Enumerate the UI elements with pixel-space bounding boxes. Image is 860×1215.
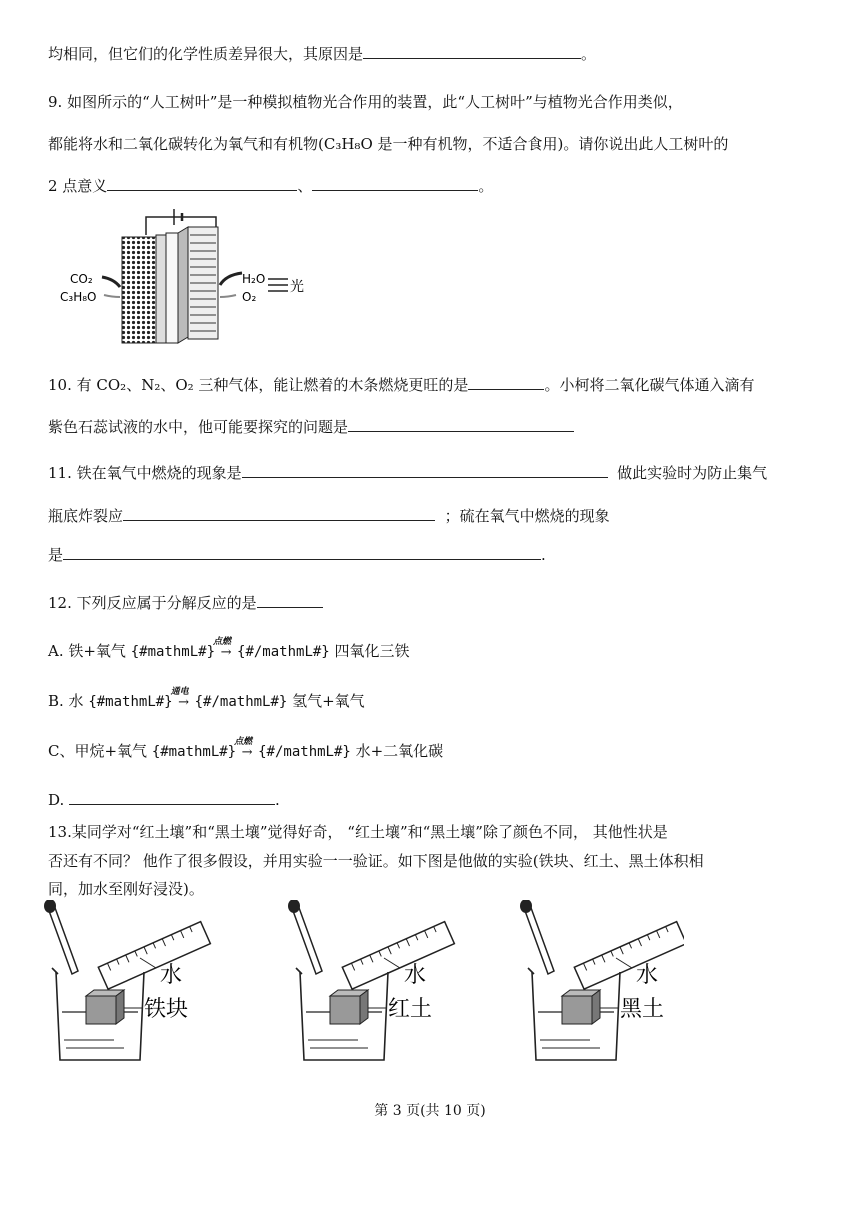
option-d-label: D. <box>48 791 70 809</box>
water-label: 水 <box>160 963 183 988</box>
q12-option-d[interactable] <box>48 790 280 810</box>
option-a-product: 四氧化三铁 <box>329 642 410 660</box>
q11-line1 <box>48 463 767 483</box>
q12-stem <box>48 593 323 613</box>
q9-answer-blank-2[interactable] <box>312 176 478 191</box>
q11-line3 <box>48 545 546 565</box>
q9-line3 <box>48 176 493 196</box>
q11-end: . <box>541 546 546 564</box>
condition-label: 点燃 <box>234 737 253 747</box>
page-footer: 第 3 页(共 10 页) <box>374 1103 486 1119</box>
q9-answer-blank-1[interactable] <box>107 176 297 191</box>
q9-end: 。 <box>478 177 494 195</box>
q11-line2 <box>48 506 610 526</box>
q11-answer-blank-1[interactable] <box>242 463 608 478</box>
q11-answer-blank-2[interactable] <box>123 506 435 521</box>
q9-line1: 9. 如图所示的“人工树叶”是一种模拟植物光合作用的装置，此“人工树叶”与植物光合作用类似， <box>48 93 683 111</box>
mathml-open: {#mathmL#} <box>88 694 173 710</box>
q10-line2 <box>48 417 574 437</box>
q10-line2-text: 紫色石蕊试液的水中，他可能要探究的问题是 <box>48 418 349 436</box>
label-h2o: H₂O <box>242 272 266 286</box>
option-b-label: B. 水 <box>48 692 89 710</box>
q12-option-a[interactable] <box>48 637 410 663</box>
sample-label-red-soil: 红土 <box>388 997 433 1022</box>
cathode-slab <box>122 237 156 343</box>
mathml-close: {#/mathmL#} <box>237 644 330 660</box>
q11-text-c: 瓶底炸裂应 <box>48 507 124 525</box>
q9-sep: 、 <box>297 177 313 195</box>
q8-line <box>48 44 596 64</box>
q9-line2: 都能将水和二氧化碳转化为氧气和有机物(C₃H₈O 是一种有机物，不适合食用)。请你说出此人工树叶的 <box>48 135 729 153</box>
q8-text: 均相同，但它们的化学性质差异很大，其原因是 <box>48 45 364 63</box>
mathml-close: {#/mathmL#} <box>194 694 288 710</box>
reaction-arrow: 点燃 → <box>236 743 258 763</box>
beaker-iron <box>44 900 210 1060</box>
sample-label-iron: 铁块 <box>144 997 189 1022</box>
q8-answer-blank[interactable] <box>363 44 581 59</box>
mathml-close: {#/mathmL#} <box>258 744 351 760</box>
label-c3h8o: C₃H₈O <box>60 290 97 304</box>
q9-line3-prefix: 2 点意义 <box>48 177 108 195</box>
q11-answer-blank-3[interactable] <box>63 545 541 560</box>
q13-line2: 否还有不同？ 他作了很多假设，并用实验一一验证。如下图是他做的实验(铁块、红土、黑土体积相 <box>48 852 704 870</box>
q13-line1: 13.某同学对“红土壤”和“黑土壤”觉得好奇， “红土壤”和“黑土壤”除了颜色不同， 其他性状是 <box>48 823 668 841</box>
label-light: 光 <box>290 279 304 295</box>
q10-line1 <box>48 375 754 395</box>
q11-text-d: ；硫在氧气中燃烧的现象 <box>444 507 610 525</box>
reaction-arrow: 点燃 → <box>215 643 237 663</box>
beaker-experiment-figure <box>44 900 684 1065</box>
q12-option-d-blank[interactable] <box>69 790 275 805</box>
q10-answer-blank-1[interactable] <box>468 375 544 390</box>
label-o2: O₂ <box>242 290 257 304</box>
q12-stem-text: 12. 下列反应属于分解反应的是 <box>48 594 257 612</box>
q12-answer-blank[interactable] <box>257 593 323 608</box>
option-b-product: 氢气+氧气 <box>287 692 365 710</box>
q10-gases: CO₂、N₂、O₂ <box>96 376 194 394</box>
condition-label: 通电 <box>170 687 189 697</box>
q11-text-b: 做此实验时为防止集气 <box>617 464 768 482</box>
beaker-black-soil <box>520 900 684 1060</box>
q10-text-c: 。小柯将二氧化碳气体通入滴有 <box>544 376 755 394</box>
q10-answer-blank-2[interactable] <box>348 417 574 432</box>
mathml-open: {#mathmL#} <box>130 644 216 660</box>
beaker-red-soil <box>288 900 454 1060</box>
option-d-end: . <box>275 791 280 809</box>
q11-text-e: 是 <box>48 546 64 564</box>
water-label: 水 <box>404 963 427 988</box>
option-a-label: A. 铁+氧气 <box>48 642 131 660</box>
artificial-leaf-figure <box>56 205 326 345</box>
option-c-product: 水+二氧化碳 <box>350 742 444 760</box>
label-co2: CO₂ <box>70 272 93 286</box>
q10-text-b: 三种气体，能让燃着的木条燃烧更旺的是 <box>193 376 469 394</box>
q12-option-c[interactable] <box>48 737 444 763</box>
q10-prefix: 10. 有 <box>48 376 97 394</box>
q13-line3: 同，加水至刚好浸没)。 <box>48 880 204 898</box>
option-c-label: C、甲烷+氧气 <box>48 742 152 760</box>
reaction-arrow: 通电 → <box>173 693 195 713</box>
sample-label-black-soil: 黑土 <box>620 997 665 1022</box>
condition-label: 点燃 <box>213 637 232 647</box>
q8-end: 。 <box>581 45 597 63</box>
q12-option-b[interactable] <box>48 687 365 713</box>
water-label: 水 <box>636 963 659 988</box>
mathml-open: {#mathmL#} <box>151 744 237 760</box>
q11-text-a: 11. 铁在氧气中燃烧的现象是 <box>48 464 242 482</box>
